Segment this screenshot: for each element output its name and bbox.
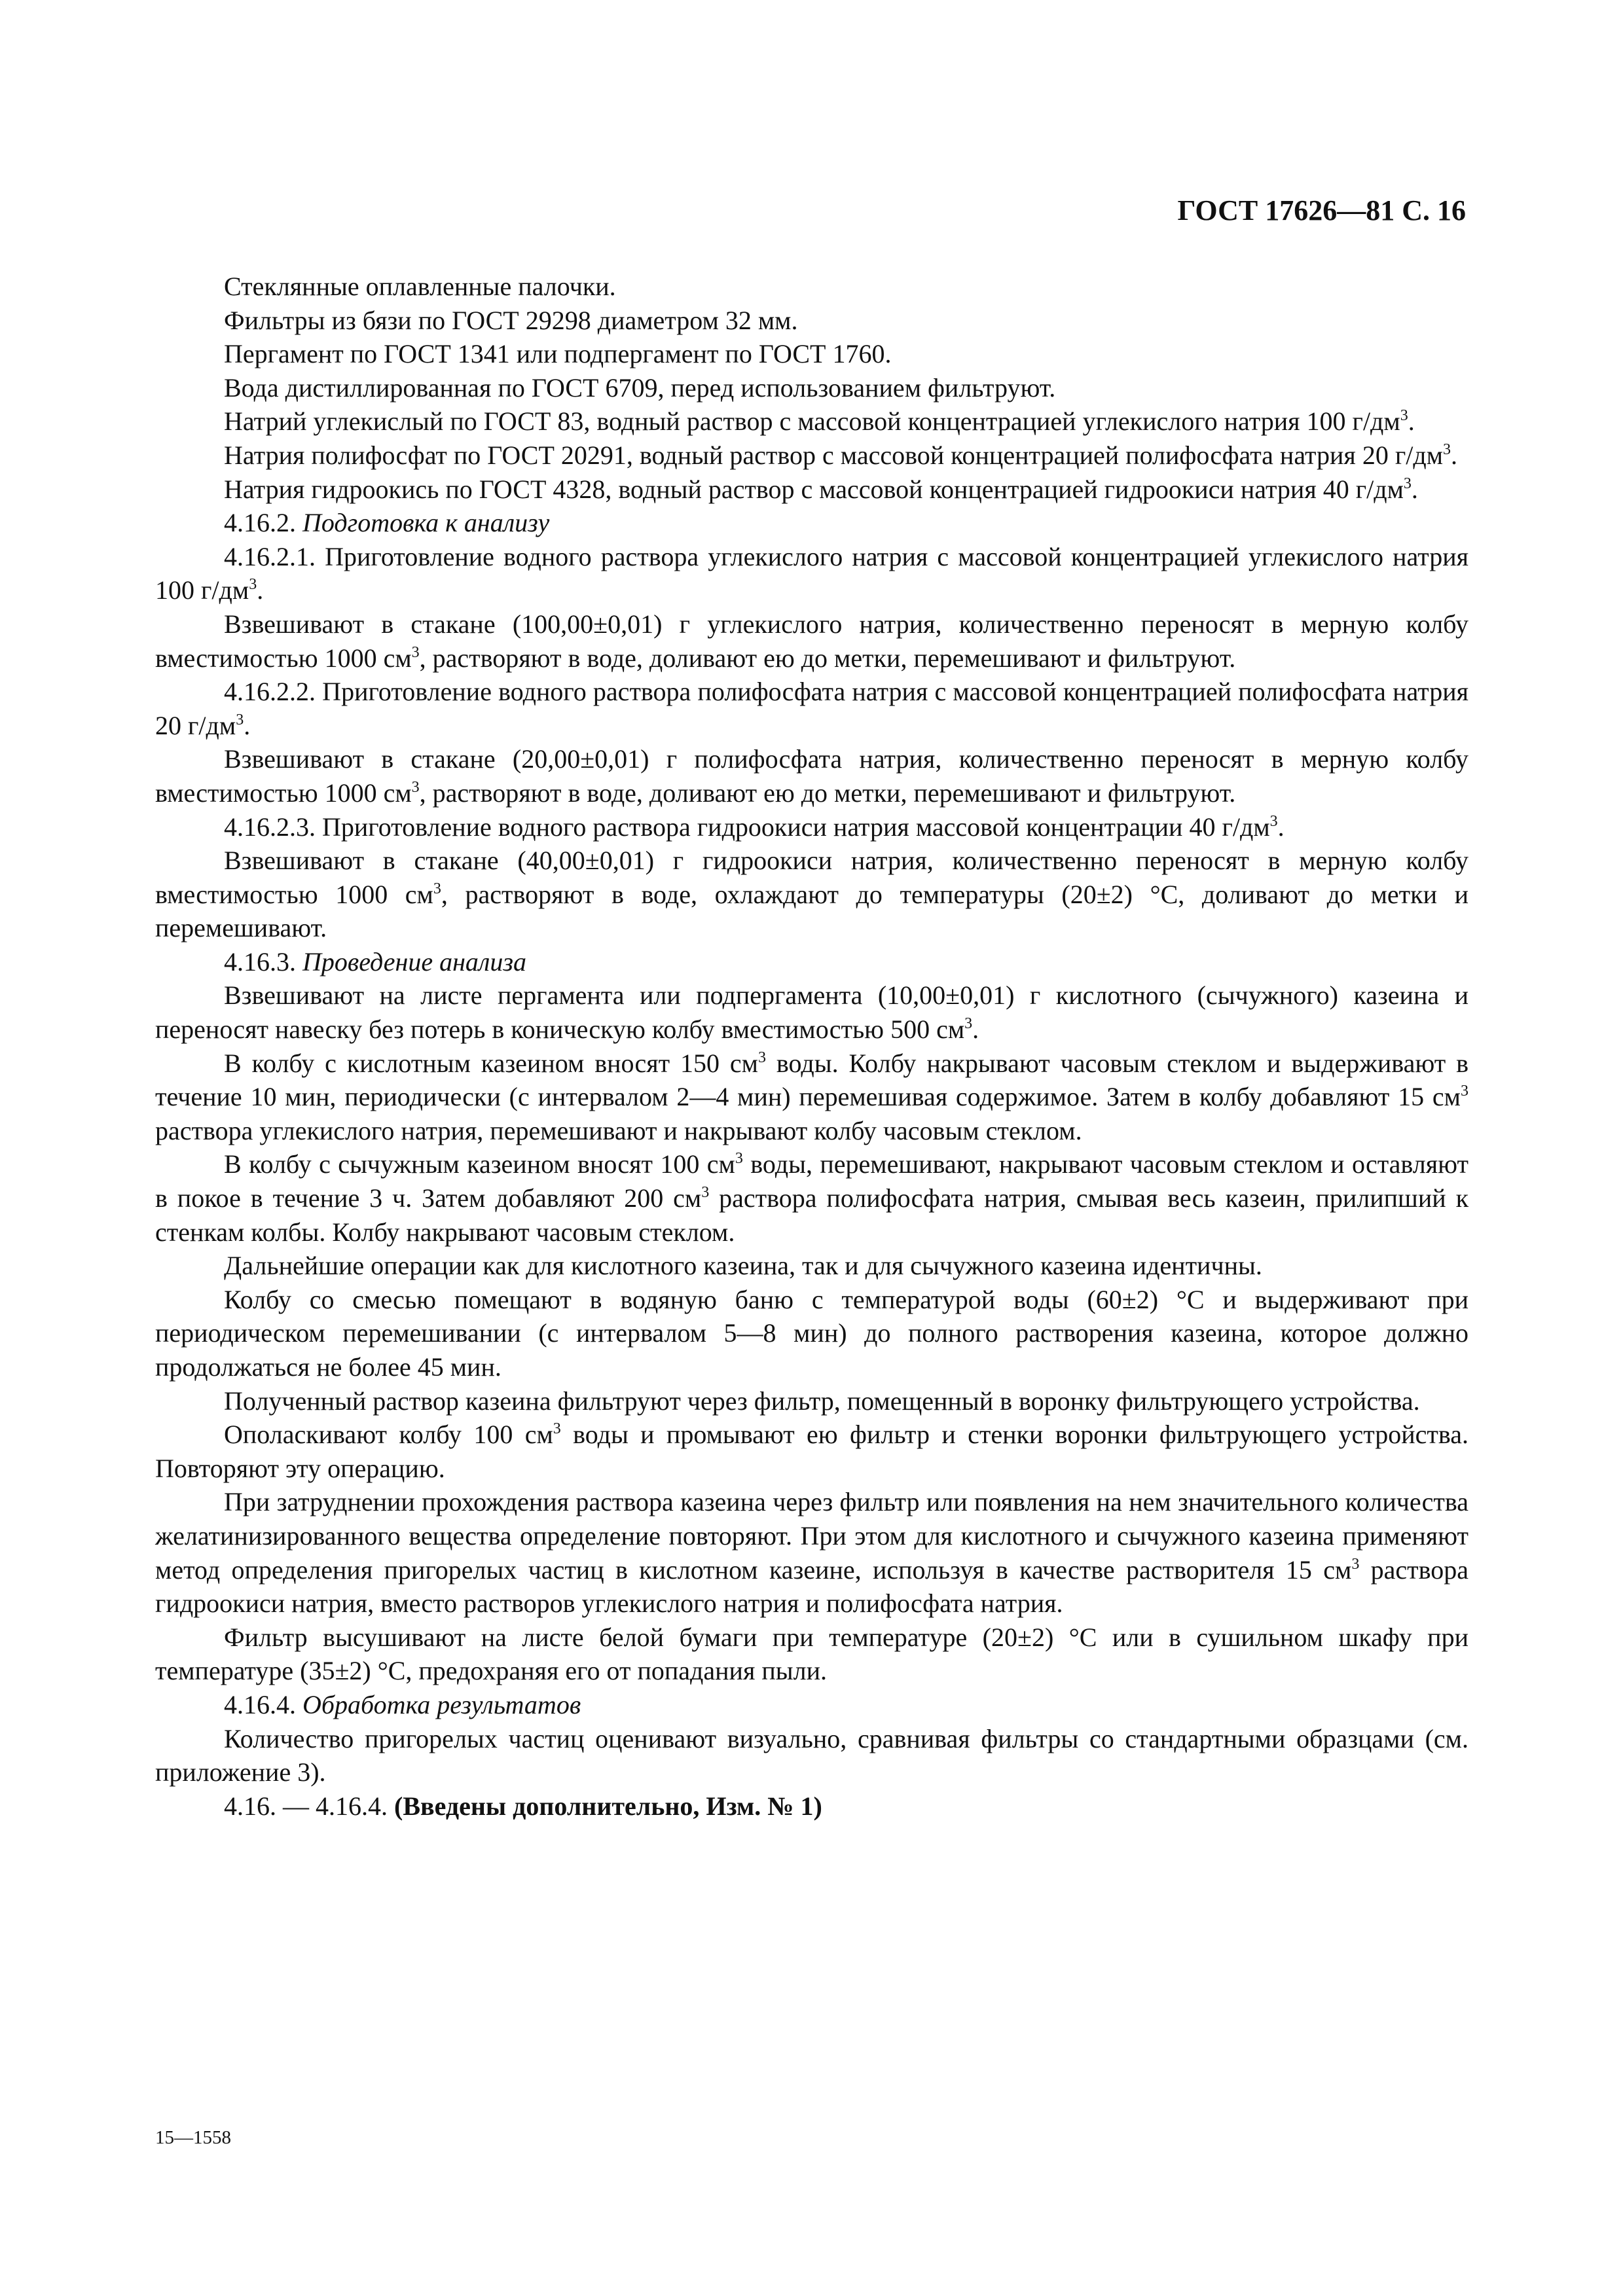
paragraph: Взвешивают на листе пергамента или подпергамента (10,00±0,01) г кислотного (сычужного) казеина и переносят навеску без потерь в коническую колбу вместимостью 500 $см^3$. <box>155 980 1468 1045</box>
paragraph: Пергамент по ГОСТ 1341 или подпергамент по ГОСТ 1760. <box>224 339 892 369</box>
paragraph: 4.16.2. Подготовка к анализу <box>224 508 550 538</box>
paragraph: 4.16.2.1. Приготовление водного раствора углекислого натрия с массовой концентрацией углекислого натрия 100 $г/дм^3$. <box>155 541 1468 605</box>
paragraph: Вода дистиллированная по ГОСТ 6709, перед использованием фильтруют. <box>224 372 1056 403</box>
paragraph: Натрий углекислый по ГОСТ 83, водный раствор с массовой концентрацией углекислого натрия 100 $г/дм^3$. <box>224 406 1415 437</box>
paragraph: Полученный раствор казеина фильтруют через фильтр, помещенный в воронку фильтрующего устройства. <box>224 1386 1420 1416</box>
page-footer-code: 15—1558 <box>155 2127 231 2148</box>
paragraph: Взвешивают в стакане (20,00±0,01) г полифосфата натрия, количественно переносят в мерную колбу вместимостью 1000 $см^3$, растворяют в воде, доливают ею до метки, перемешивают и фильтруют. <box>155 744 1468 808</box>
paragraph: Натрия гидроокись по ГОСТ 4328, водный раствор с массовой концентрацией гидроокиси натрия 40 $г/дм^3$. <box>224 474 1418 504</box>
paragraph: Взвешивают в стакане (40,00±0,01) г гидроокиси натрия, количественно переносят в мерную колбу вместимостью 1000 $см^3$, растворяют в воде, охлаждают до температуры (20±2) °С, доливают до метки и перемешивают. <box>155 846 1469 943</box>
paragraph: 4.16.3. Проведение анализа <box>224 946 526 977</box>
paragraph: 4.16.2.3. Приготовление водного раствора гидроокиси натрия массовой концентрации 40 $г/дм^3$. <box>224 812 1285 842</box>
paragraph: 4.16. — 4.16.4. (Введены дополнительно, Изм. № 1) <box>224 1791 822 1821</box>
paragraph: Ополаскивают колбу 100 $см^3$ воды и промывают ею фильтр и стенки воронки фильтрующего устройства. Повторяют эту операцию. <box>155 1420 1468 1483</box>
page-header: ГОСТ 17626—81 С. 16 <box>1177 194 1466 226</box>
paragraph: При затруднении прохождения раствора казеина через фильтр или появления на нем значительного количества желатинизированного вещества определение повторяют. При этом для кислотного и сычужного казеина применяют метод определения пригорелых частиц в кислотном казеине, используя в качестве растворителя 15 $см^3$ раствора гидроокиси натрия, вместо растворов углекислого натрия и полифосфата натрия. <box>155 1487 1468 1619</box>
paragraph: Дальнейшие операции как для кислотного казеина, так и для сычужного казеина идентичны. <box>224 1251 1262 1281</box>
paragraph: Стеклянные оплавленные палочки. <box>224 272 616 301</box>
paragraph: 4.16.4. Обработка результатов <box>224 1689 581 1719</box>
paragraph: Фильтр высушивают на листе белой бумаги при температуре (20±2) °С или в сушильном шкафу при температуре (35±2) °С, предохраняя его от попадания пыли. <box>155 1622 1468 1686</box>
paragraph: Фильтры из бязи по ГОСТ 29298 диаметром 32 мм. <box>224 305 798 335</box>
document-body <box>155 270 1468 1823</box>
paragraph: 4.16.2.2. Приготовление водного раствора полифосфата натрия с массовой концентрацией полифосфата натрия 20 $г/дм^3$. <box>155 677 1468 740</box>
paragraph: В колбу с сычужным казеином вносят 100 $см^3$ воды, перемешивают, накрывают часовым стеклом и оставляют в покое в течение 3 ч. Затем добавляют 200 $см^3$ раствора полифосфата натрия, смывая весь казеин, прилипший к стенкам колбы. Колбу накрывают часовым стеклом. <box>155 1149 1468 1247</box>
paragraph: Колбу со смесью помещают в водяную баню с температурой воды (60±2) °С и выдерживают при периодическом перемешивании (с интервалом 5—8 мин) до полного растворения казеина, которое должно продолжаться не более 45 мин. <box>155 1284 1468 1382</box>
paragraph: Взвешивают в стакане (100,00±0,01) г углекислого натрия, количественно переносят в мерную колбу вместимостью 1000 $см^3$, растворяют в воде, доливают ею до метки, перемешивают и фильтруют. <box>155 609 1468 673</box>
paragraph: В колбу с кислотным казеином вносят 150 $см^3$ воды. Колбу накрывают часовым стеклом и выдерживают в течение 10 мин, периодически (с интервалом 2—4 мин) перемешивая содержимое. Затем в колбу добавляют 15 $см^3$ раствора углекислого натрия, перемешивают и накрывают колбу часовым стеклом. <box>155 1048 1469 1145</box>
paragraph: Натрия полифосфат по ГОСТ 20291, водный раствор с массовой концентрацией полифосфата натрия 20 $г/дм^3$. <box>224 440 1458 470</box>
paragraph: Количество пригорелых частиц оценивают визуально, сравнивая фильтры со стандартными образцами (см. приложение 3). <box>155 1723 1468 1787</box>
